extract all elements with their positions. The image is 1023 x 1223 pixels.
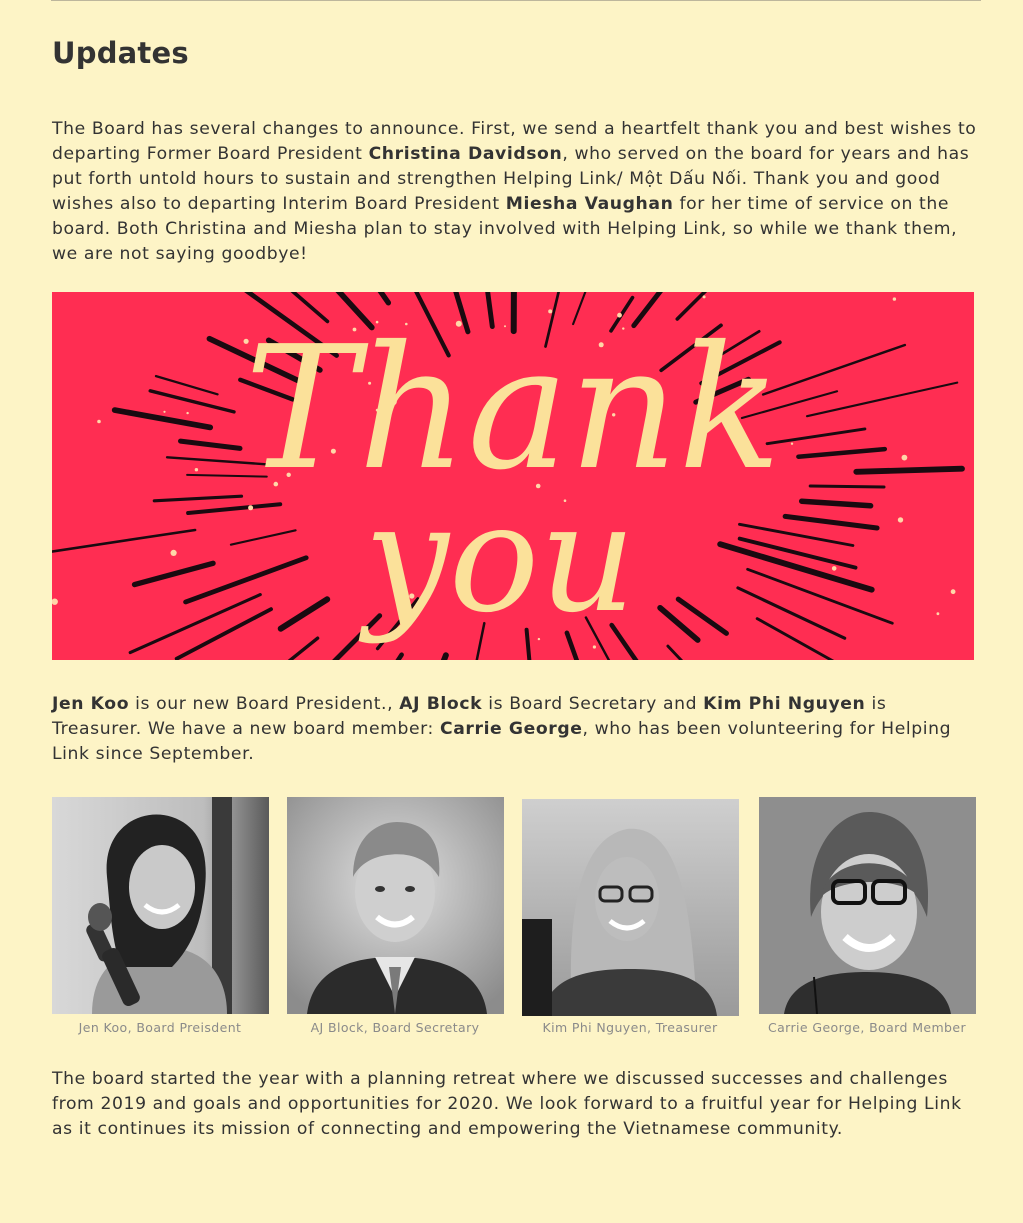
banner-sparkle	[171, 550, 177, 556]
para-text: is our new Board President.,	[129, 694, 400, 714]
thank-you-image	[52, 292, 974, 660]
para-text: is Board Secretary and	[482, 694, 704, 714]
thank-you-banner	[52, 292, 974, 660]
announcement-paragraph	[52, 117, 977, 267]
para-text: is Treasurer. We have a new board member:	[52, 694, 887, 739]
caption-kim-phi-nguyen: Kim Phi Nguyen, Treasurer	[542, 1020, 718, 1035]
banner-sparkle	[163, 411, 165, 413]
banner-sparkle	[703, 295, 706, 298]
former-president-name: Christina Davidson	[368, 144, 563, 164]
photo-carrie-george	[759, 797, 976, 1014]
banner-sparkle	[791, 443, 793, 445]
banner-sparkle	[97, 420, 101, 424]
banner-text-thank: Thank	[244, 310, 782, 508]
president-name: Jen Koo	[52, 694, 130, 714]
interim-president-name: Miesha Vaughan	[505, 194, 674, 214]
caption-aj-block: AJ Block, Board Secretary	[310, 1020, 480, 1035]
banner-sparkle	[902, 455, 908, 461]
caption-carrie-george: Carrie George, Board Member	[767, 1020, 967, 1035]
new-member-name: Carrie George	[440, 719, 583, 739]
retreat-paragraph: The board started the year with a planning retreat where we discussed successes and challenges from 2019 and goals and opportunities for 2020. We look forward to a fruitful year for Helping Link as it continues its mission of connecting and empowering the Vietnamese community.	[52, 1069, 962, 1139]
para-text: , who served on the board for years and has put forth untold hours to sustain and strengthen Helping Link/ Một Dấu Nối. Thank you and good wishes also to departing Interim Board President	[52, 144, 970, 214]
banner-ray	[856, 469, 962, 472]
section-title: Updates	[52, 36, 189, 70]
banner-sparkle	[898, 517, 903, 522]
para-text: The Board has several changes to announce. First, we send a heartfelt thank you and best wishes to departing Former Board President	[52, 119, 977, 164]
para-text: , who has been volunteering for Helping Link since September.	[52, 719, 952, 764]
top-divider	[51, 0, 981, 1]
treasurer-name: Kim Phi Nguyen	[703, 694, 866, 714]
photo-aj-block	[287, 797, 504, 1014]
banner-text-you: you	[364, 472, 636, 646]
caption-jen-koo: Jen Koo, Board Preisdent	[78, 1020, 242, 1035]
banner-sparkle	[195, 468, 198, 471]
banner-sparkle	[893, 297, 896, 300]
banner-sparkle	[937, 612, 940, 615]
photo-kim-phi-nguyen	[522, 799, 739, 1016]
photo-jen-koo	[52, 797, 269, 1014]
new-board-paragraph	[52, 692, 977, 767]
secretary-name: AJ Block	[399, 694, 483, 714]
banner-sparkle	[186, 412, 188, 414]
banner-sparkle	[832, 566, 837, 571]
banner-sparkle	[951, 589, 956, 594]
banner-ray	[810, 486, 884, 487]
para-text: for her time of service on the board. Both Christina and Miesha plan to stay involved with Helping Link, so while we thank them, we are not saying goodbye!	[52, 194, 958, 264]
